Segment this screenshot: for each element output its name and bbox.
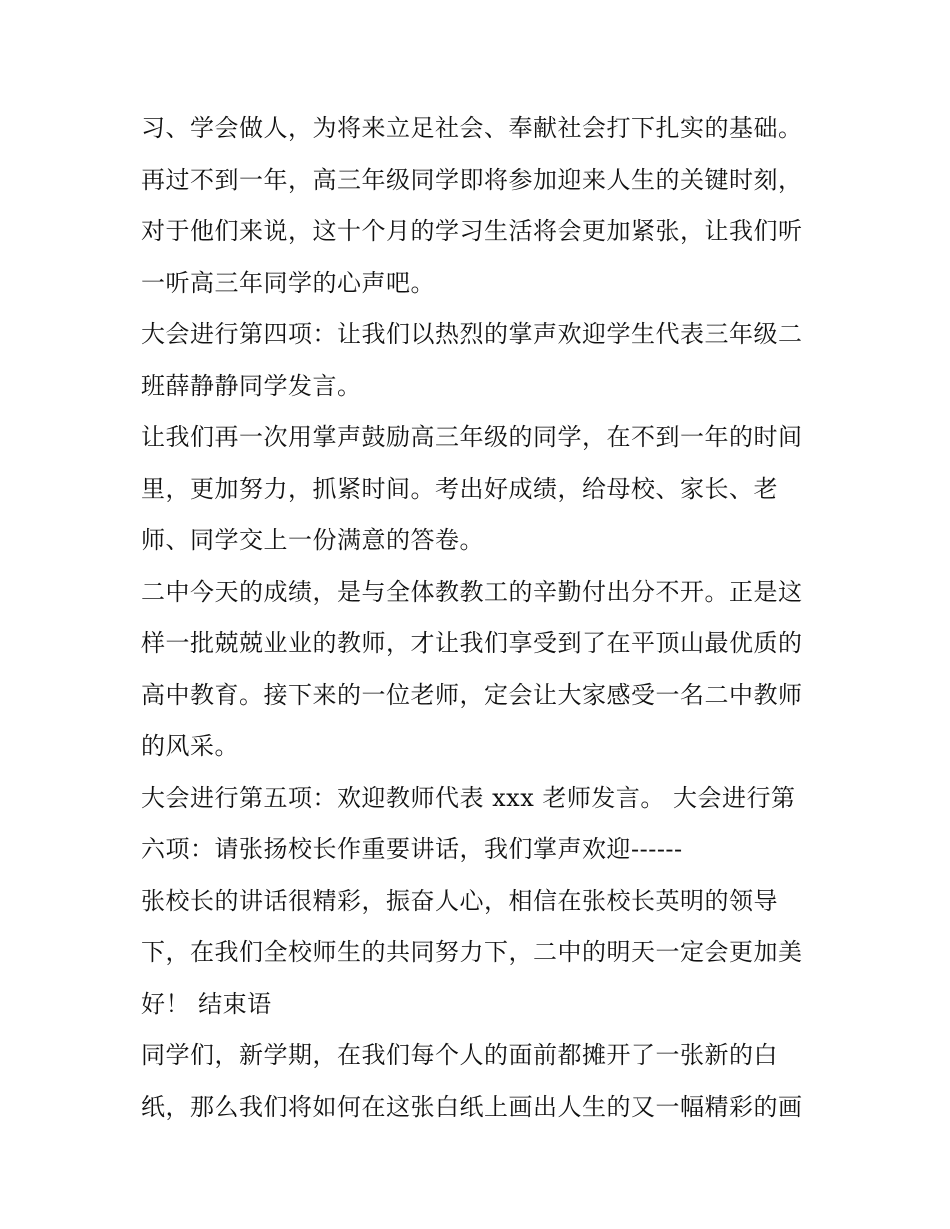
text-line: 大会进行第五项：欢迎教师代表 xxx 老师发言。 大会进行第: [141, 783, 796, 812]
text-line: 六项：请张扬校长作重要讲话，我们掌声欢迎------: [141, 835, 683, 863]
text-line: 同学们，新学期，在我们每个人的面前都摊开了一张新的白: [141, 1041, 778, 1069]
text-line: 张校长的讲话很精彩，振奋人心，相信在张校长英明的领导: [141, 886, 778, 915]
text-line: 纸，那么我们将如何在这张白纸上画出人生的又一幅精彩的画: [141, 1092, 803, 1121]
document-body: [141, 103, 813, 1133]
text-line: 对于他们来说，这十个月的学习生活将会更加紧张，让我们听: [141, 217, 803, 245]
text-line: 的风采。: [141, 732, 239, 760]
text-line: 好！ 结束语: [141, 989, 272, 1018]
text-line: 让我们再一次用掌声鼓励高三年级的同学，在不到一年的时间: [141, 423, 803, 451]
text-line: 二中今天的成绩，是与全体教教工的辛勤付出分不开。正是这: [141, 577, 803, 606]
text-line: 样一批兢兢业业的教师，才让我们享受到了在平顶山最优质的: [141, 629, 803, 657]
text-line: 高中教育。接下来的一位老师，定会让大家感受一名二中教师: [141, 680, 803, 709]
text-line: 一听高三年同学的心声吧。: [141, 268, 435, 297]
text-line: 里，更加努力，抓紧时间。考出好成绩，给母校、家长、老: [141, 474, 778, 503]
text-line: 下，在我们全校师生的共同努力下，二中的明天一定会更加美: [141, 938, 803, 966]
text-line: 习、学会做人，为将来立足社会、奉献社会打下扎实的基础。: [141, 114, 803, 142]
text-line: 班薛静静同学发言。: [141, 371, 362, 400]
text-line: 师、同学交上一份满意的答卷。: [141, 526, 484, 554]
text-line: 大会进行第四项：让我们以热烈的掌声欢迎学生代表三年级二: [141, 320, 803, 348]
text-line: 再过不到一年，高三年级同学即将参加迎来人生的关键时刻，: [141, 165, 803, 194]
